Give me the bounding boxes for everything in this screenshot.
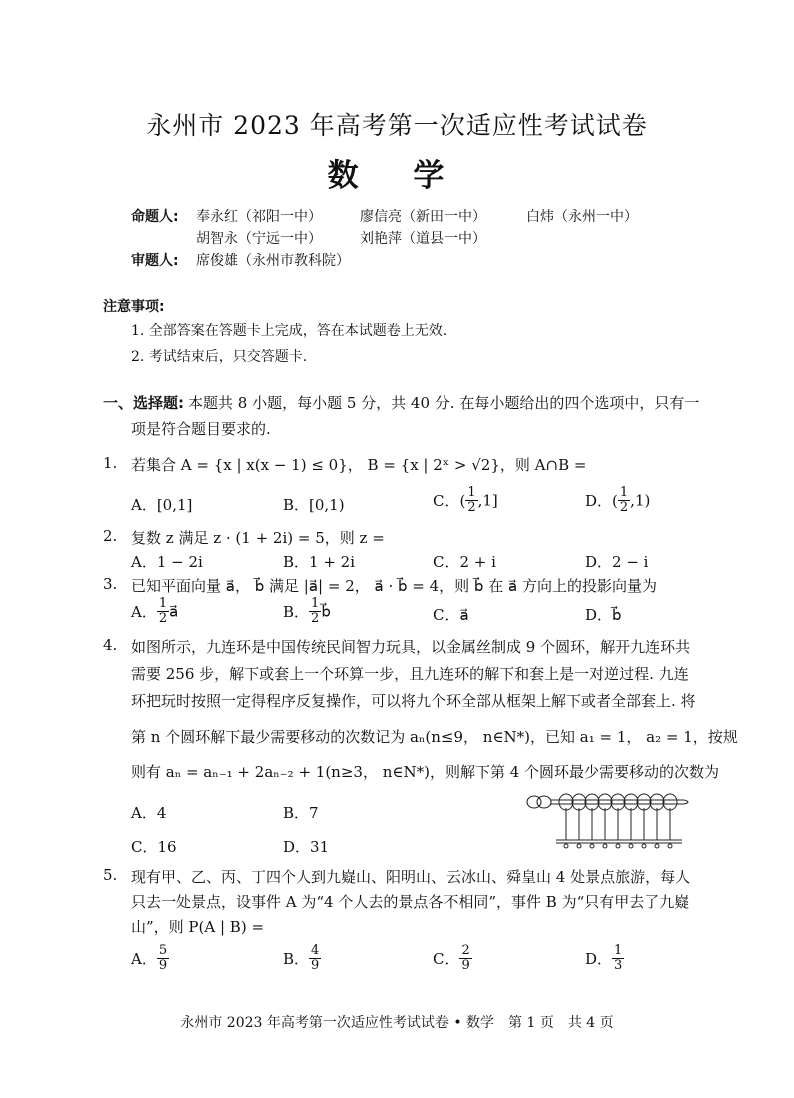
q1-option-c-fraction [465,486,477,515]
ring-shape [624,794,638,810]
q5-number: 5. [103,866,118,884]
q5-line-3: 山”，则 P(A | B) = [131,918,265,936]
ring-shape [598,794,612,810]
notes-label: 注意事项: [103,299,165,315]
page-footer: 永州市 2023 年高考第一次适应性考试试卷 • 数学 第 1 页 共 4 页 [180,1015,614,1031]
q5-option-c-fraction [459,944,471,973]
note-1: 1. 全部答案在答题卡上完成，答在本试题卷上无效. [131,323,448,339]
frac-den: 2 [311,611,320,626]
exam-title: 永州市 2023 年高考第一次适应性考试试卷 [146,111,648,140]
note-2: 2. 考试结束后，只交答题卡. [131,349,308,365]
nine-rings-figure [524,790,694,852]
frac-den: 2 [619,500,629,515]
rod-foot [590,844,594,848]
q5-option-a-label: A． [131,950,157,968]
q3-option-b [283,597,331,626]
rod-foot [668,844,672,848]
q5-option-b [283,944,321,973]
q1-option-c-tail: ,1] [477,491,498,510]
ring-shape [572,794,586,810]
section-desc-line2: 项是符合题目要求的. [131,420,271,438]
ring-shape [611,794,625,810]
rod-foot [603,844,607,848]
proposer-5: 刘艳萍（道县一中） [360,231,486,247]
frac-den: 9 [461,958,470,973]
frac-num: 1 [158,596,168,611]
subject-title: 数 学 [327,158,467,194]
frac-den: 3 [614,958,623,973]
rod-foot [629,844,633,848]
q4-line-3: 环把玩时按照一定得程序反复操作，可以将九个环全部从框架上解下或者全部套上. 将 [131,692,696,710]
q5-option-b-label: B． [283,950,310,968]
q1-option-c-label: C．( [433,492,466,510]
q5-option-a-fraction [157,944,169,973]
frac-den: 2 [467,500,476,515]
q1-option-d-fraction [618,486,630,515]
q4-option-b: B．7 [283,804,319,822]
q1-number: 1. [103,454,118,472]
q5-option-c-label: C． [433,950,460,968]
ring-shape [637,794,651,810]
ring-shape [650,794,664,810]
q3-option-a [131,597,178,626]
q5-option-d-fraction [612,944,624,973]
ring-shape [663,794,677,810]
q5-option-d [585,944,624,973]
frac-num: 1 [614,943,623,958]
q1-option-b: B．[0,1) [283,496,345,514]
rod-foot [577,844,581,848]
frac-den: 2 [158,611,168,626]
q4-option-d: D．31 [283,838,330,856]
q5-option-d-label: D． [585,950,613,968]
frac-num: 1 [467,485,476,500]
q5-line-1: 现有甲、乙、丙、丁四个人到九嶷山、阳明山、云冰山、舜皇山 4 处景点旅游，每人 [131,868,691,886]
rod-foot [642,844,646,848]
q4-line-2: 需要 256 步，解下或套上一个环算一步，且九连环的解下和套上是一对逆过程. 九连 [131,665,689,683]
q5-option-a [131,944,169,973]
q1-option-c [433,486,498,515]
q3-number: 3. [103,575,118,593]
q1-option-d [585,486,650,515]
q4-option-c: C．16 [131,838,177,856]
q2-option-c: C．2 + i [433,553,496,571]
q2-option-a: A．1 − 2i [131,553,203,571]
frac-num: 4 [311,943,320,958]
q3-option-a-tail: a⃗ [169,602,179,621]
q5-line-2: 只去一处景点，设事件 A 为“4 个人去的景点各不相同”，事件 B 为“只有甲去了九嶷 [131,893,690,911]
q4-option-a: A．4 [131,804,167,822]
q3-option-a-label: A． [131,603,157,621]
q2-option-d: D．2 − i [585,553,649,571]
q1-option-d-label: D．( [585,492,618,510]
q3-option-a-fraction [157,597,169,626]
rod-foot [655,844,659,848]
ring-shape [585,794,599,810]
q2-number: 2. [103,527,118,545]
q1-option-d-tail: ,1) [630,491,651,510]
q3-option-d: D．b⃗ [585,606,622,624]
frac-den: 9 [311,958,320,973]
q4-line-1: 如图所示，九连环是中国传统民间智力玩具，以金属丝制成 9 个圆环，解开九连环共 [131,638,691,656]
proposer-3: 白炜（永州一中） [526,209,638,225]
q3-option-b-fraction [309,597,321,626]
q3-option-b-tail: b⃗ [321,602,331,621]
reviewer-label: 审题人: [131,253,179,269]
section-desc-line1: 本题共 8 小题，每小题 5 分，共 40 分. 在每小题给出的四个选项中，只有一 [188,394,700,412]
frac-den: 9 [158,958,168,973]
rod-foot [616,844,620,848]
q4-number: 4. [103,636,118,654]
frac-num: 2 [461,943,470,958]
rod-foot [564,844,568,848]
q1-stem: 若集合 A = {x | x(x − 1) ≤ 0}， B = {x | 2ˣ > √2}，则 A∩B = [131,456,587,474]
q2-stem: 复数 z 满足 z · (1 + 2i) = 5，则 z = [131,529,385,547]
reviewer-name: 席俊雄（永州市教科院） [196,253,350,269]
q3-option-b-label: B． [283,603,310,621]
frac-num: 5 [158,943,168,958]
proposer-label: 命题人: [131,209,179,225]
frac-num: 1 [311,596,320,611]
q4-line-5: 则有 aₙ = aₙ₋₁ + 2aₙ₋₂ + 1(n≥3， n∈N*)，则解下第 4 个圆环最少需要移动的次数为 [131,763,720,781]
q5-option-b-fraction [309,944,321,973]
proposer-4: 胡智永（宁远一中） [196,231,322,247]
section-label: 一、选择题: [103,394,184,412]
proposer-2: 廖信亮（新田一中） [360,209,486,225]
frac-num: 1 [619,485,629,500]
q2-option-b: B．1 + 2i [283,553,356,571]
q4-line-4: 第 n 个圆环解下最少需要移动的次数记为 aₙ(n≤9， n∈N*)，已知 a₁ = 1， a₂ = 1，按规 [131,728,738,746]
q1-option-a: A．[0,1] [131,496,193,514]
ring-shape [559,794,573,810]
q3-stem: 已知平面向量 a⃗， b⃗ 满足 |a⃗| = 2， a⃗ · b⃗ = 4，则 b⃗ 在 a⃗ 方向上的投影向量为 [131,577,657,595]
q5-option-c [433,944,472,973]
proposer-1: 奉永红（祁阳一中） [196,209,322,225]
q3-option-c: C．a⃗ [433,606,469,624]
